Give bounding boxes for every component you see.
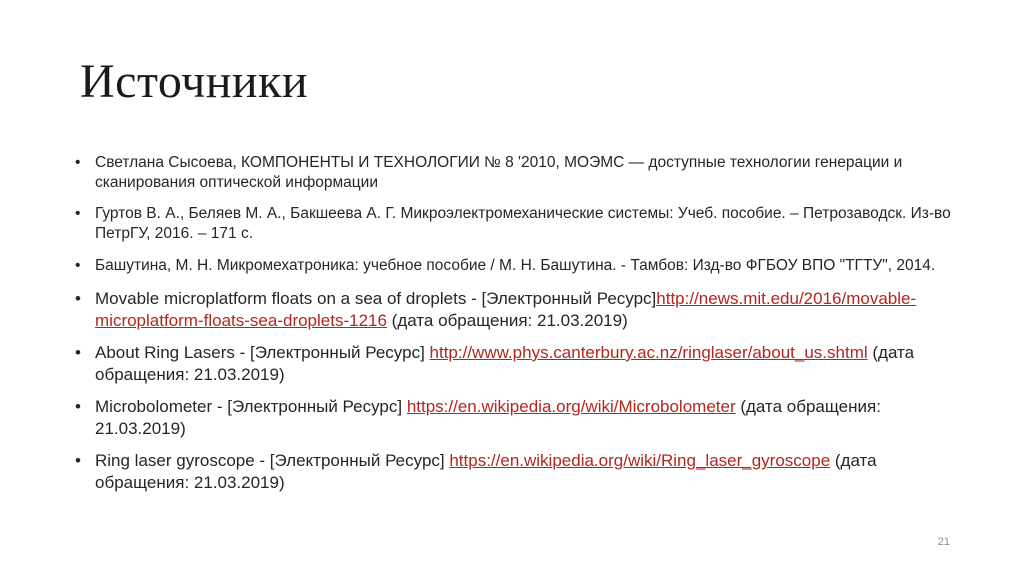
reference-text: Башутина, М. Н. Микромехатроника: учебное пособие / М. Н. Башутина. - Тамбов: Изд-во ФГБОУ ВПО "ТГТУ", 2014. <box>95 257 936 274</box>
reference-item <box>72 342 952 386</box>
reference-text: Гуртов В. А., Беляев М. А., Бакшеева А. Г. Микроэлектромеханические системы: Учеб. пособие. – Петрозаводск. Из-во ПетрГУ, 2016. – 171 с. <box>95 205 951 242</box>
access-date-text: (дата обращения: 21.03.2019) <box>95 397 881 438</box>
reference-text: About Ring Lasers - [Электронный Ресурс] <box>95 343 430 362</box>
reference-item <box>72 450 952 494</box>
page-number: 21 <box>937 536 950 548</box>
slide-title: Источники <box>80 55 309 108</box>
reference-text: Светлана Сысоева, КОМПОНЕНТЫ И ТЕХНОЛОГИИ № 8 '2010, МОЭМС — доступные технологии генерации и сканирования оптической информации <box>95 154 903 191</box>
bullet-icon: • <box>75 397 81 416</box>
reference-text: Microbolometer - [Электронный Ресурс] <box>95 397 407 416</box>
access-date-text: (дата обращения: 21.03.2019) <box>386 311 628 330</box>
bullet-icon: • <box>75 257 81 274</box>
reference-item <box>72 288 952 332</box>
reference-link[interactable]: http://www.phys.canterbury.ac.nz/ringlaser/about_us.shtml <box>429 343 868 362</box>
reference-item <box>72 153 952 193</box>
access-date-text: (дата обращения: 21.03.2019) <box>95 451 877 492</box>
reference-text: Ring laser gyroscope - [Электронный Ресурс] <box>95 451 450 470</box>
reference-link[interactable]: https://en.wikipedia.org/wiki/Ring_laser_gyroscope <box>449 451 831 470</box>
bullet-icon: • <box>75 289 81 308</box>
reference-item <box>72 204 952 244</box>
reference-text: Movable microplatform floats on a sea of droplets - [Электронный Ресурс] <box>95 289 657 308</box>
bullet-icon: • <box>75 343 81 362</box>
reference-list <box>72 153 952 504</box>
access-date-text: (дата обращения: 21.03.2019) <box>95 343 915 384</box>
reference-link[interactable]: http://news.mit.edu/2016/movable-microplatform-floats-sea-droplets-1216 <box>95 289 917 330</box>
bullet-icon: • <box>75 205 81 222</box>
reference-item <box>72 256 952 276</box>
bullet-icon: • <box>75 451 81 470</box>
bullet-icon: • <box>75 154 81 171</box>
reference-item <box>72 396 952 440</box>
reference-link[interactable]: https://en.wikipedia.org/wiki/Microbolometer <box>406 397 736 416</box>
